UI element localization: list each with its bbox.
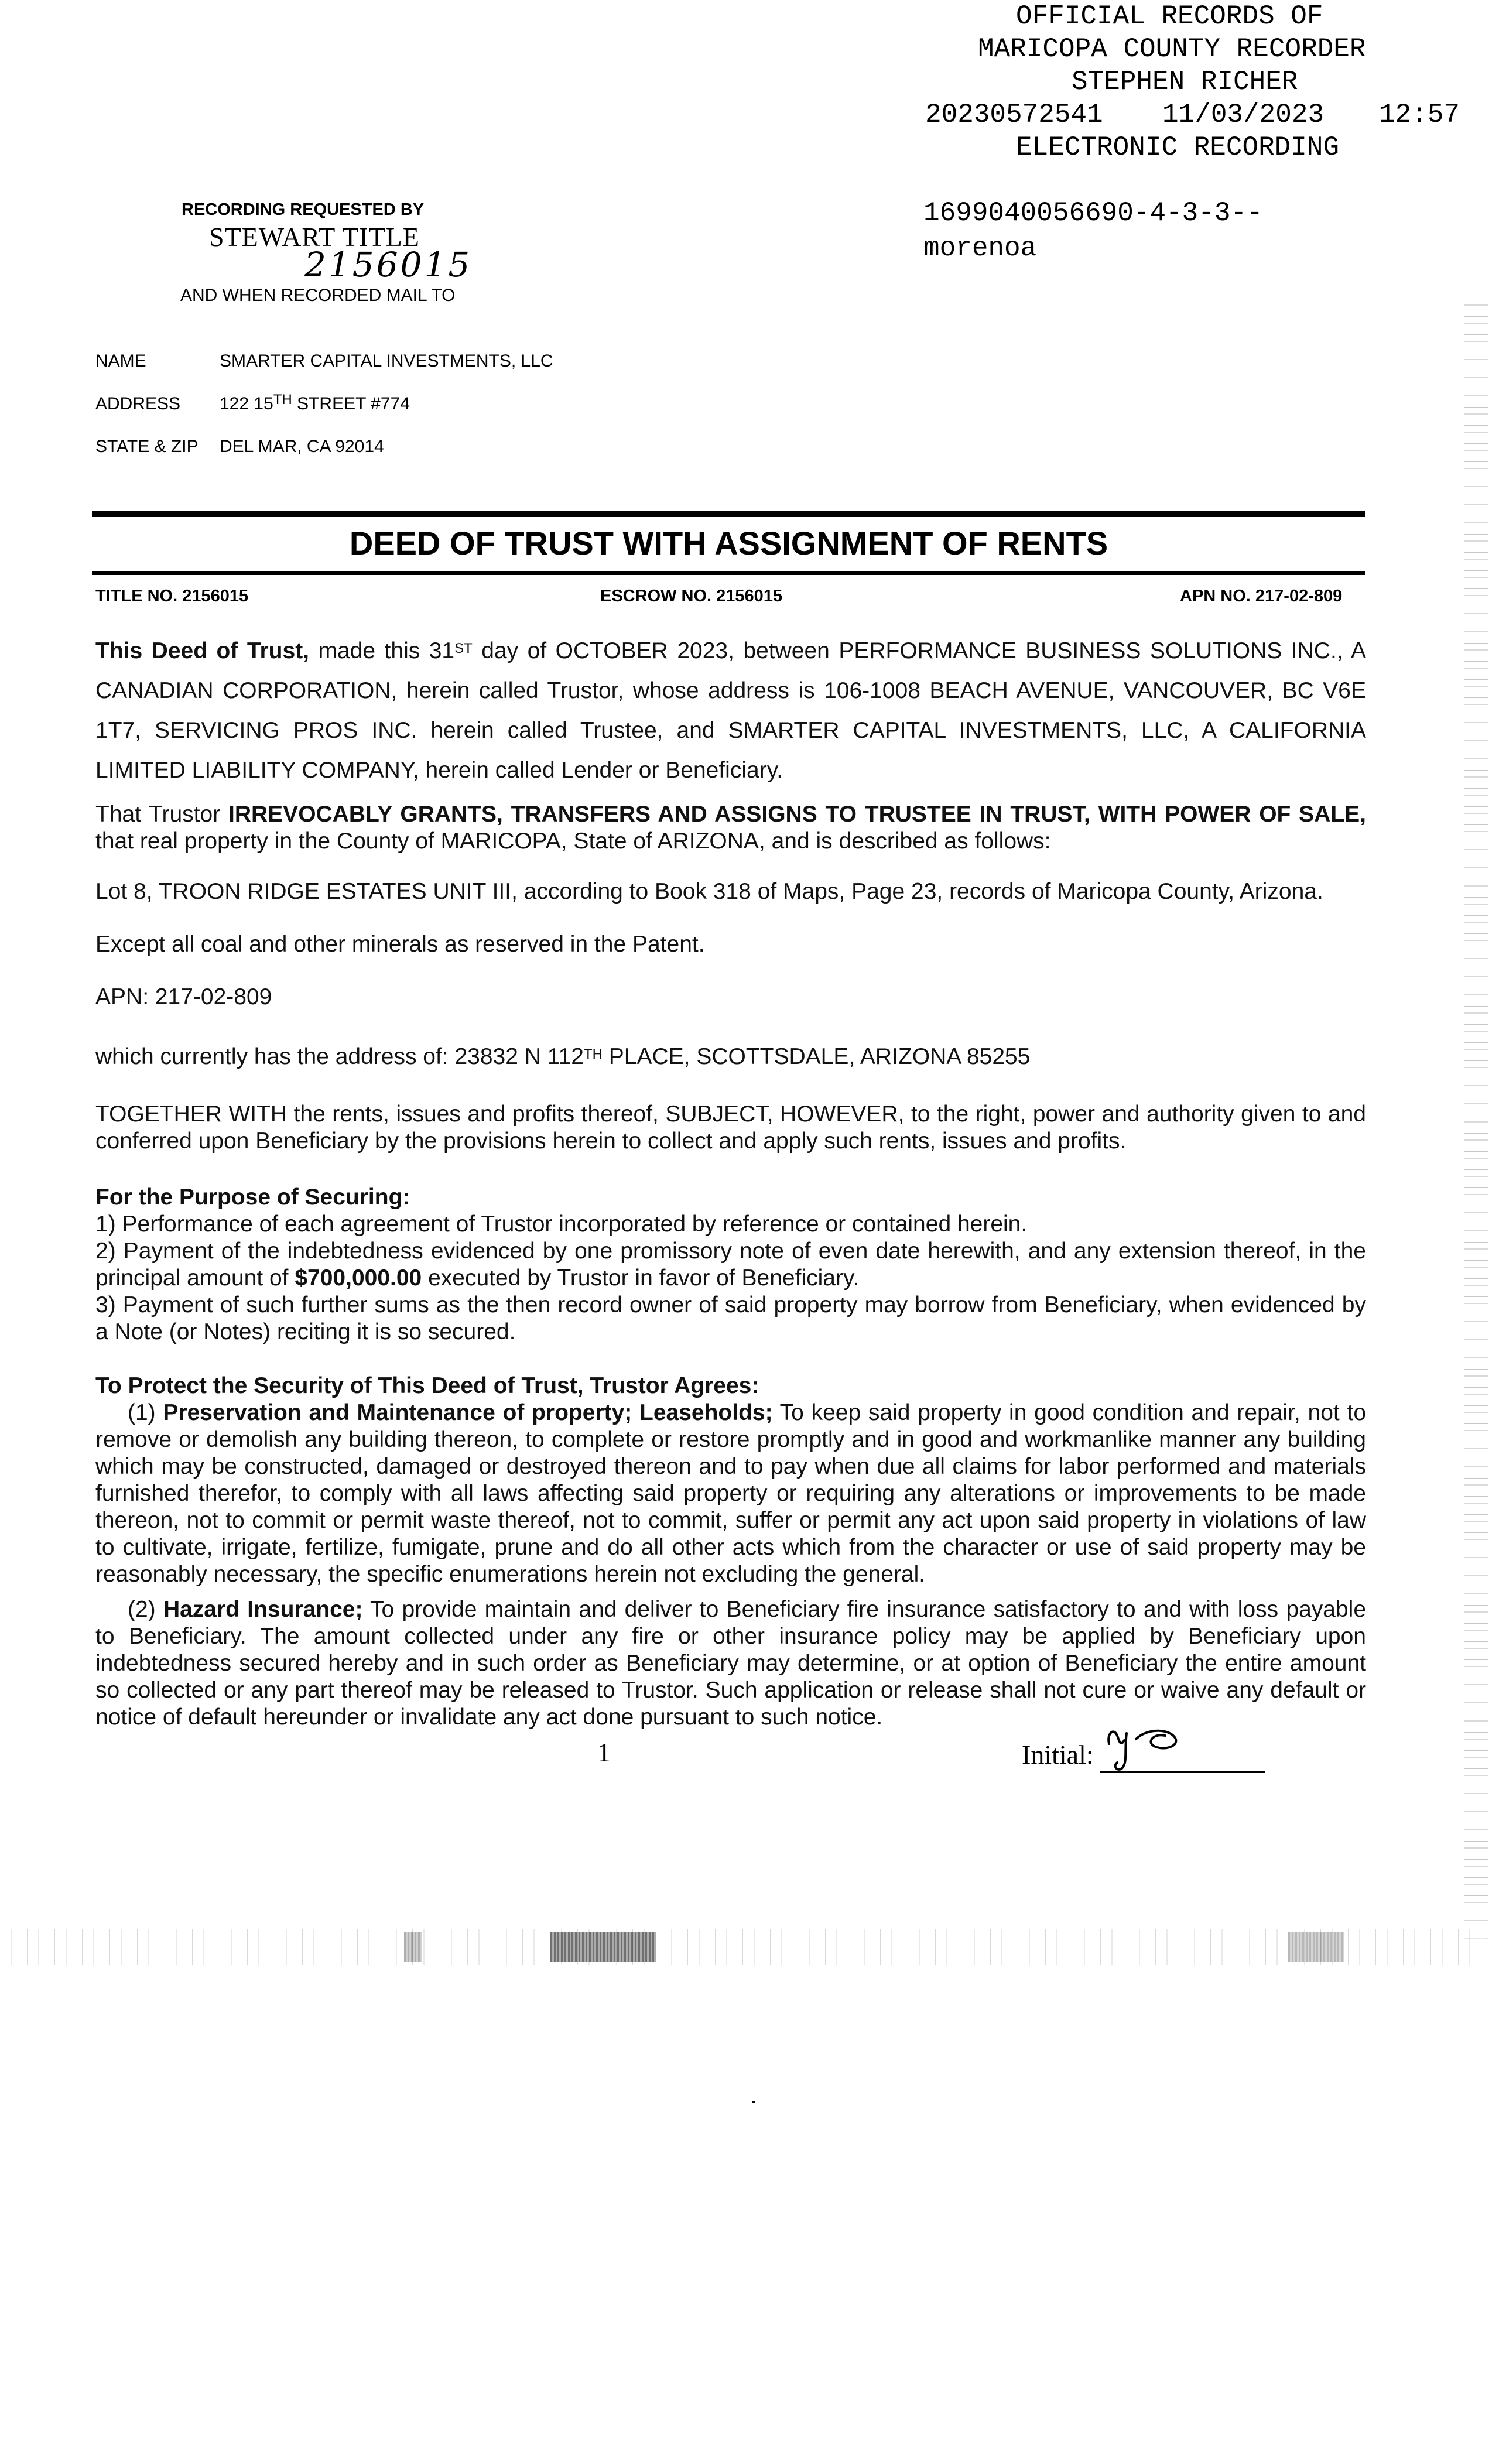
address-label: ADDRESS	[95, 394, 181, 413]
scan-speck	[752, 2101, 755, 2103]
recorder-line-5: ELECTRONIC RECORDING	[1016, 132, 1340, 163]
title-rule-top	[92, 511, 1365, 517]
initial-label: Initial:	[1022, 1740, 1094, 1770]
recorder-stamp	[0, 0, 1499, 176]
recorder-line-1: OFFICIAL RECORDS OF	[1016, 1, 1323, 32]
scan-edge-right	[1464, 299, 1488, 1956]
purpose-item-2: 2) Payment of the indebtedness evidenced by one promissory note of even date herewith, and any extension thereof, in the principal amount of $700,000.00 executed by Trustor in favor of Beneficiary.	[95, 1238, 1366, 1291]
name-label: NAME	[95, 351, 146, 371]
mineral-exception: Except all coal and other minerals as reserved in the Patent.	[95, 932, 705, 957]
page-number: 1	[597, 1737, 611, 1767]
property-address: which currently has the address of: 23832 N 112TH PLACE, SCOTTSDALE, ARIZONA 85255	[95, 1044, 1031, 1069]
title-number: TITLE NO. 2156015	[95, 587, 249, 605]
mail-to-state-zip: DEL MAR, CA 92014	[220, 437, 384, 456]
purpose-item-3: 3) Payment of such further sums as the then record owner of said property may borrow from Beneficiary, when evidenced by a Note (or Notes) reciting it is so secured.	[95, 1292, 1366, 1344]
document-title: DEED OF TRUST WITH ASSIGNMENT OF RENTS	[349, 525, 1108, 562]
mail-to-label: AND WHEN RECORDED MAIL TO	[180, 286, 456, 305]
recorder-tracking-id: 1699040056690-4-3-3--	[923, 198, 1263, 228]
recorder-doc-number: 20230572541	[925, 100, 1103, 130]
scan-artifact-block	[404, 1932, 422, 1962]
handwritten-order-number: 2156015	[304, 245, 473, 285]
covenant-2: (2) Hazard Insurance; To provide maintain and deliver to Beneficiary fire insurance satisfactory to and with loss payable to Beneficiary. The amount collected under any fire or other insurance policy may be applied by Beneficiary upon indebtedness secured hereby and in such order as Beneficiary may determine, or at option of Beneficiary the entire amount so collected or any part thereof may be released to Trustor. Such application or release shall not cure or waive any default or notice of default hereunder or invalidate any act done pursuant to such notice.	[95, 1597, 1367, 1730]
protect-heading: To Protect the Security of This Deed of Trust, Trustor Agrees:	[95, 1373, 759, 1398]
covenant-1: (1) Preservation and Maintenance of property; Leaseholds; To keep said property in good condition and repair, not to remove or demolish any building thereon, to complete or restore promptly and in good and workmanlike manner any building which may be constructed, damaged or destroyed thereon and to pay when due all claims for labor performed and materials furnished therefor, to comply with all laws affecting said property or requiring any alterations or improvements to be made thereon, not to commit or permit waste thereof, not to commit, suffer or permit any act upon said property in violations of law to cultivate, irrigate, fertilize, fumigate, prune and do all other acts which from the character or use of said property may be reasonably necessary, the specific enumerations herein not excluding the general.	[95, 1400, 1367, 1587]
recorder-line-2: MARICOPA COUNTY RECORDER	[978, 34, 1366, 64]
apn-number: APN NO. 217-02-809	[1180, 587, 1343, 605]
escrow-number: ESCROW NO. 2156015	[600, 587, 783, 605]
purpose-item-1: 1) Performance of each agreement of Trustor incorporated by reference or contained herein.	[95, 1212, 1028, 1237]
recorder-operator: morenoa	[923, 233, 1037, 263]
requested-by-stamp: STEWART TITLE	[209, 222, 420, 252]
recorder-time: 12:57	[1379, 100, 1460, 130]
state-zip-label: STATE & ZIP	[95, 437, 199, 456]
grant-paragraph: That Trustor IRREVOCABLY GRANTS, TRANSFERS AND ASSIGNS TO TRUSTEE IN TRUST, WITH POWER OF SALE, that real property in the County of MARICOPA, State of ARIZONA, and is described as follows:	[95, 802, 1367, 854]
title-rule-bottom	[92, 571, 1365, 575]
together-paragraph: TOGETHER WITH the rents, issues and profits thereof, SUBJECT, HOWEVER, to the right, power and authority given to and conferred upon Beneficiary by the provisions herein to collect and apply such rents, issues and profits.	[95, 1101, 1366, 1154]
scan-edge-bottom	[0, 1929, 1487, 1965]
mail-to-address: 122 15TH STREET #774	[220, 392, 410, 413]
mail-to-name: SMARTER CAPITAL INVESTMENTS, LLC	[220, 351, 553, 371]
recorder-line-3: STEPHEN RICHER	[1072, 67, 1298, 97]
apn-line: APN: 217-02-809	[95, 984, 272, 1009]
legal-description: Lot 8, TROON RIDGE ESTATES UNIT III, according to Book 318 of Maps, Page 23, records of Maricopa County, Arizona.	[95, 879, 1323, 904]
scan-artifact-block	[550, 1932, 656, 1962]
recorder-date: 11/03/2023	[1162, 100, 1325, 130]
initial-signature	[1101, 1716, 1189, 1774]
requested-by-label: RECORDING REQUESTED BY	[182, 200, 425, 219]
purpose-heading: For the Purpose of Securing:	[95, 1185, 410, 1210]
scan-artifact-block	[1288, 1932, 1344, 1962]
opening-paragraph: This Deed of Trust, made this 31ST day of OCTOBER 2023, between PERFORMANCE BUSINESS SOLUTIONS INC., A CANADIAN CORPORATION, herein called Trustor, whose address is 106-1008 BEACH AVENUE, VANCOUVER, BC V6E 1T7, SERVICING PROS INC. herein called Trustee, and SMARTER CAPITAL INVESTMENTS, LLC, A CALIFORNIA LIMITED LIABILITY COMPANY, herein called Lender or Beneficiary.	[95, 638, 1366, 783]
